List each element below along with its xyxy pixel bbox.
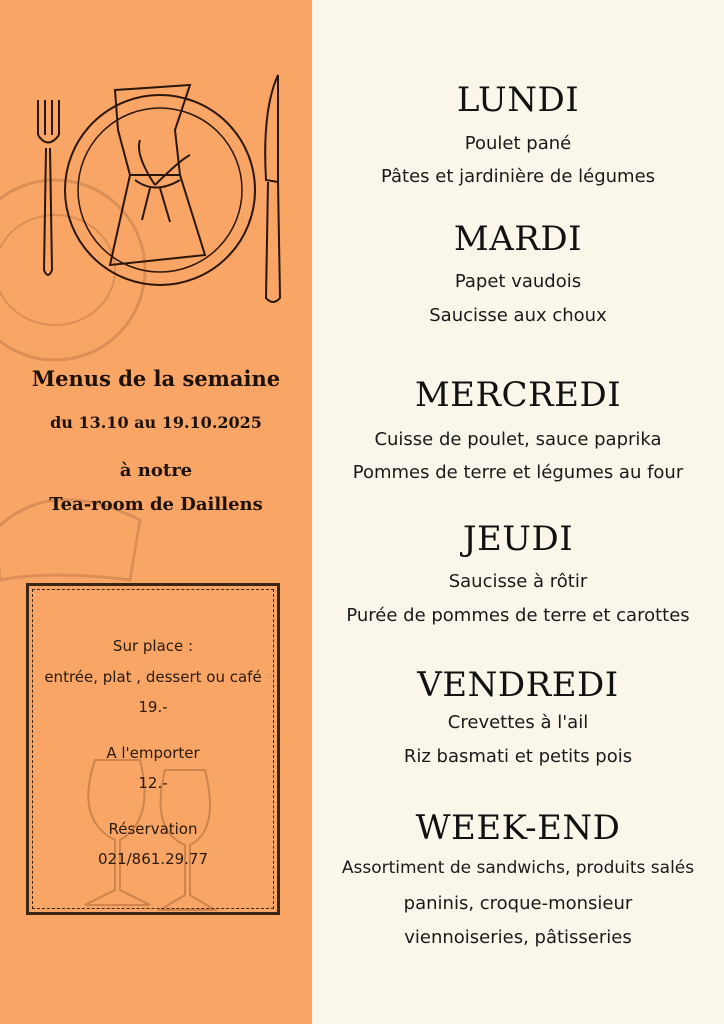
day-heading-vendredi: VENDREDI xyxy=(417,665,619,705)
day-heading-lundi: LUNDI xyxy=(456,80,580,120)
day-heading-weekend: WEEK-END xyxy=(415,808,621,848)
dish-lundi-2: Pâtes et jardinière de légumes xyxy=(380,166,656,187)
dish-mardi-2: Saucisse aux choux xyxy=(429,305,607,326)
reservation-label: Réservation xyxy=(108,820,198,838)
dish-weekend-2: paninis, croque-monsieur xyxy=(403,893,633,914)
reservation-phone: 021/861.29.77 xyxy=(97,850,209,868)
sidebar-panel xyxy=(0,0,312,1024)
dish-jeudi-1: Saucisse à rôtir xyxy=(448,571,588,592)
menu-title: Menus de la semaine xyxy=(31,366,281,391)
emporter-price: 12.- xyxy=(138,774,168,792)
dish-lundi-1: Poulet pané xyxy=(464,133,572,154)
table-setting-icon xyxy=(30,70,290,310)
dish-vendredi-1: Crevettes à l'ail xyxy=(447,712,589,733)
dish-mercredi-1: Cuisse de poulet, sauce paprika xyxy=(374,429,662,450)
menu-dates: du 13.10 au 19.10.2025 xyxy=(50,413,262,432)
dish-weekend-3: viennoiseries, pâtisseries xyxy=(404,927,632,948)
emporter-label: A l'emporter xyxy=(106,744,200,762)
dish-mardi-1: Papet vaudois xyxy=(454,271,582,292)
dish-mercredi-2: Pommes de terre et légumes au four xyxy=(352,462,684,483)
dish-jeudi-2: Purée de pommes de terre et carottes xyxy=(346,605,690,626)
sur-place-label: Sur place : xyxy=(112,637,194,655)
bread-sketch-icon xyxy=(0,470,150,590)
sur-place-price: 19.- xyxy=(138,698,168,716)
day-heading-mardi: MARDI xyxy=(453,219,583,259)
day-heading-jeudi: JEUDI xyxy=(462,519,574,559)
dish-vendredi-2: Riz basmati et petits pois xyxy=(403,746,633,767)
sur-place-detail: entrée, plat , dessert ou café xyxy=(44,668,262,686)
dish-weekend-1: Assortiment de sandwichs, produits salés xyxy=(341,858,695,878)
place-line-2: Tea-room de Daillens xyxy=(49,494,263,515)
place-line-1: à notre xyxy=(119,460,193,481)
day-heading-mercredi: MERCREDI xyxy=(414,375,622,415)
